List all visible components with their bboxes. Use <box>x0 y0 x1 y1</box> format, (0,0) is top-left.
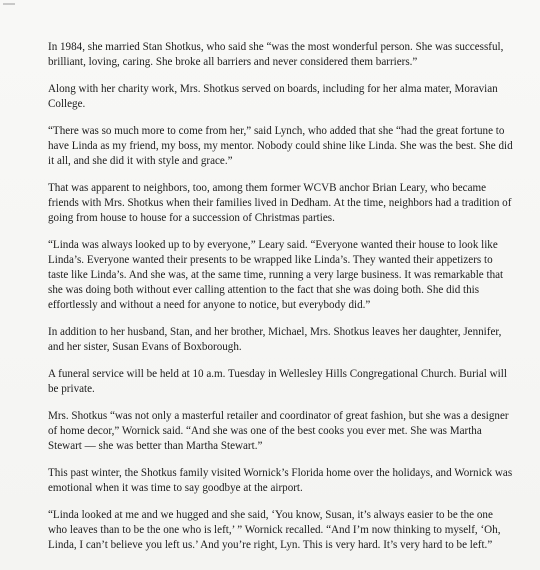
paragraph-goodbye-quote: “Linda looked at me and we hugged and she said, ‘You know, Susan, it’s always easier to be the one who leaves than to be the one who is left,’ ” Wornick recalled. “And I’m now thinking to myself, ‘Oh, Linda, I can’t believe you left us.’ And you’re right, Lyn. This is very hard. It’s very hard to be left.” <box>48 509 501 551</box>
paragraph-leary-quote: “Linda was always looked up to by everyone,” Leary said. “Everyone wanted their house to look like Linda’s. Everyone wanted their presents to be wrapped like Linda’s. They wanted their appetizers to taste like Linda’s. And she was, at the same time, running a very large business. It was remarkable that she was doing both without ever calling attention to the fact that she was doing both. She did this effortlessly and without a need for anyone to notice, but everybody did.” <box>48 239 504 311</box>
paragraph-florida-visit: This past winter, the Shotkus family visited Wornick’s Florida home over the holidays, and Wornick was emotional when it was time to say goodbye at the airport. <box>48 467 513 494</box>
article-body <box>48 40 514 565</box>
paragraph-lynch-quote: “There was so much more to come from her,” said Lynch, who added that she “had the great fortune to have Linda as my friend, my boss, my mentor. Nobody could shine like Linda. She was the best. She did it all, and she did it with style and grace.” <box>48 125 513 167</box>
scan-edge-mark <box>3 3 15 5</box>
paragraph-wornick-quote: Mrs. Shotkus “was not only a masterful retailer and coordinator of great fashion, but she was a designer of home decor,” Wornick said. “And she was one of the best cooks you ever met. She was Martha Stewart — she was better than Martha Stewart.” <box>48 410 509 452</box>
paragraph-survivors: In addition to her husband, Stan, and her brother, Michael, Mrs. Shotkus leaves her daughter, Jennifer, and her sister, Susan Evans of Boxborough. <box>48 326 502 353</box>
paragraph-marriage: In 1984, she married Stan Shotkus, who said she “was the most wonderful person. She was successful, brilliant, loving, caring. She broke all barriers and never considered them barriers.” <box>48 41 504 68</box>
paragraph-boards: Along with her charity work, Mrs. Shotkus served on boards, including for her alma mater, Moravian College. <box>48 83 498 110</box>
paragraph-neighbors: That was apparent to neighbors, too, among them former WCVB anchor Brian Leary, who became friends with Mrs. Shotkus when their families lived in Dedham. At the time, neighbors had a tradition of going from house to house for a succession of Christmas parties. <box>48 182 512 224</box>
paragraph-funeral: A funeral service will be held at 10 a.m. Tuesday in Wellesley Hills Congregational Church. Burial will be private. <box>48 368 507 395</box>
